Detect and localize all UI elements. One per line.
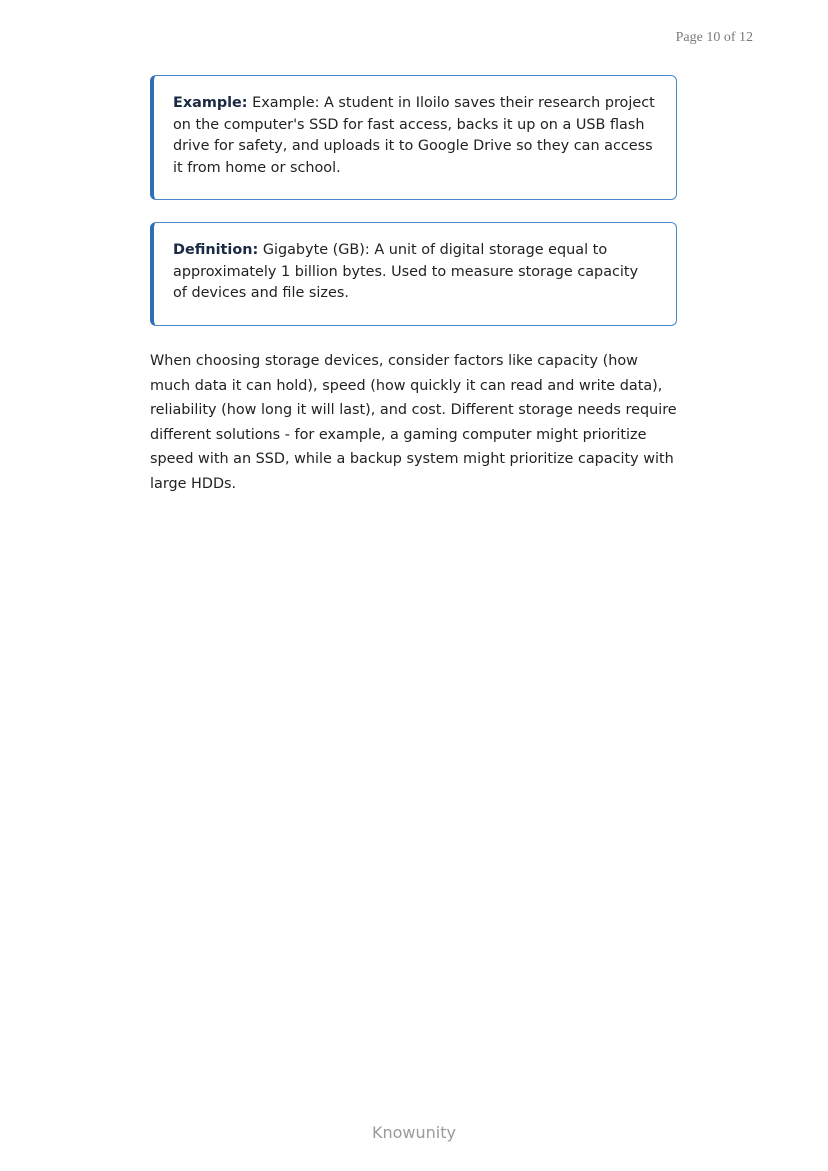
- example-text: Example: A student in Iloilo saves their research project on the computer's SSD for fast access, backs it up on a USB flash drive for safety, and uploads it to Google Drive so they can access it from home or school.: [173, 95, 655, 176]
- example-label: Example:: [173, 95, 248, 111]
- footer-brand: Knowunity: [372, 1123, 456, 1142]
- body-paragraph: When choosing storage devices, consider factors like capacity (how much data it can hold), speed (how quickly it can read and write data), reliability (how long it will last), and cost. Different storage needs require different solutions - for example, a gaming computer might prioritize speed with an SSD, while a backup system might prioritize capacity with large HDDs.: [150, 353, 677, 492]
- definition-text: Gigabyte (GB): A unit of digital storage equal to approximately 1 billion bytes. Used to measure storage capacity of devices and file sizes.: [173, 242, 639, 302]
- definition-callout: [150, 222, 677, 326]
- definition-label: Definition:: [173, 242, 259, 258]
- example-callout: [150, 75, 677, 200]
- page-number: Page 10 of 12: [675, 30, 753, 45]
